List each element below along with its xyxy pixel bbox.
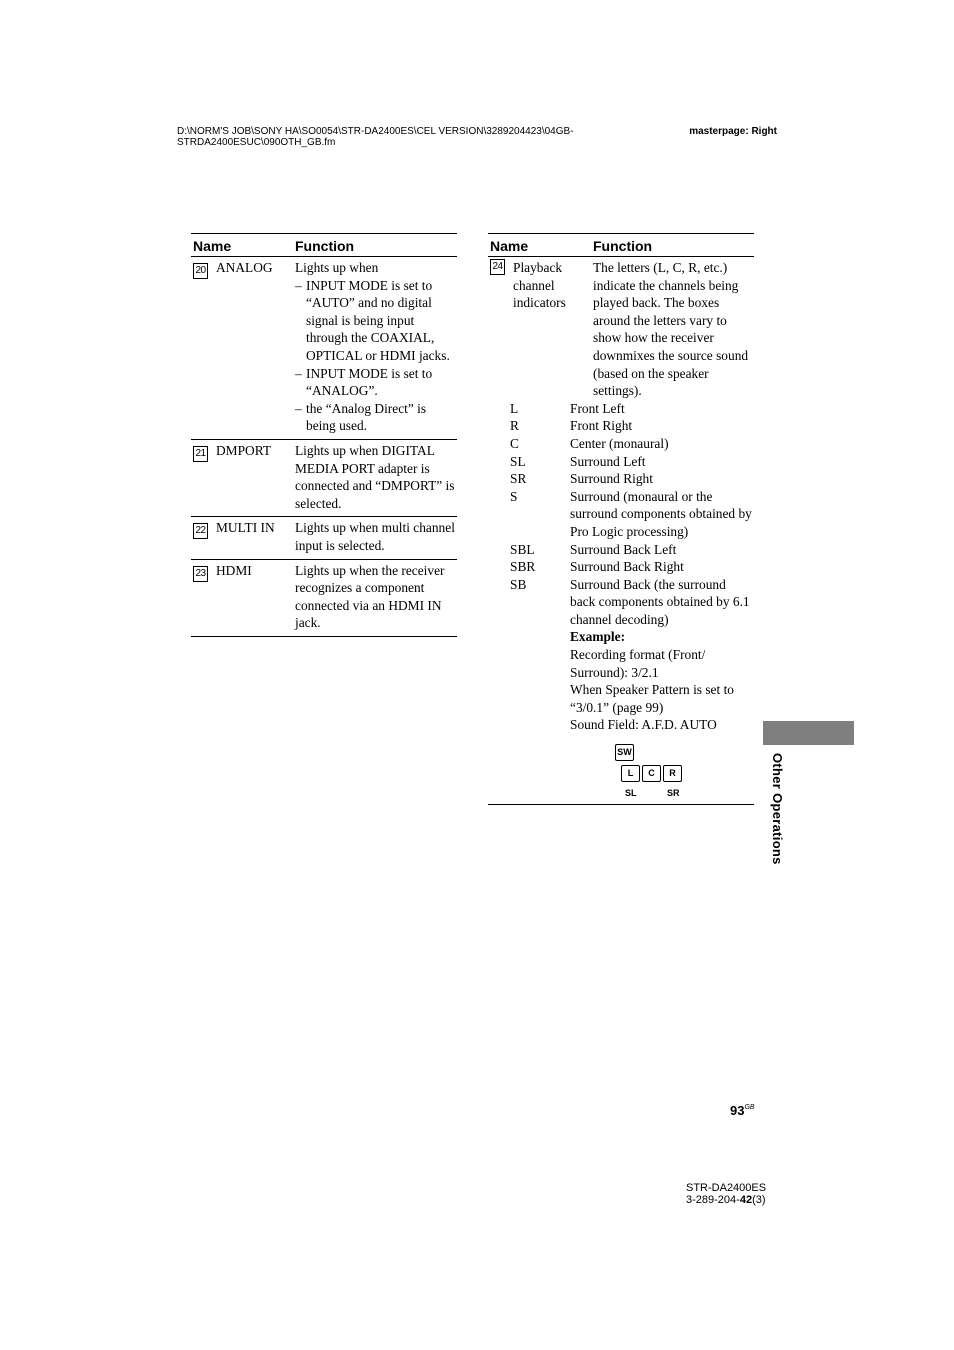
- indicator-sl: SL: [625, 788, 637, 799]
- item-function: Lights up when DIGITAL MEDIA PORT adapter is connected and “DMPORT” is selected.: [295, 442, 455, 511]
- table-row: [191, 440, 457, 517]
- section-tab: [763, 721, 854, 745]
- table-row: [488, 257, 754, 805]
- item-name: DMPORT: [216, 442, 272, 458]
- page-number: $93^{GB}$: [730, 1103, 755, 1118]
- function-bullet: – INPUT MODE is set to “AUTO” and no digital signal is being input through the COAXIAL, OPTICAL or HDMI jacks.: [295, 277, 450, 363]
- channel-indicator-diagram: [570, 738, 754, 800]
- item-name: MULTI IN: [216, 520, 275, 536]
- masterpage-label: masterpage: Right: [689, 126, 777, 137]
- table-row: [191, 560, 457, 637]
- item-number: 22: [193, 523, 208, 539]
- indicator-r: R: [663, 765, 682, 782]
- item-function-intro: Lights up when: [295, 260, 379, 275]
- table-header: [191, 233, 457, 257]
- document-footer: [686, 1182, 766, 1206]
- item-name: HDMI: [216, 562, 252, 578]
- file-path: [177, 126, 637, 148]
- channel-item: SBL Surround Back Left: [510, 541, 677, 557]
- item-name: ANALOG: [216, 260, 273, 275]
- example-heading: Example:: [570, 629, 626, 645]
- channel-item: SL Surround Left: [510, 453, 646, 469]
- column-name-header: Name: [490, 238, 529, 254]
- function-bullet: – the “Analog Direct” is being used.: [295, 400, 427, 434]
- example-line: Sound Field: A.F.D. AUTO: [570, 717, 717, 733]
- indicator-c: C: [642, 765, 661, 782]
- table-header: [488, 233, 754, 257]
- item-number: 21: [193, 446, 208, 462]
- channel-item: SR Surround Right: [510, 471, 653, 487]
- column-function-header: Function: [593, 238, 653, 254]
- section-label: Other Operations: [770, 753, 785, 865]
- item-function: The letters (L, C, R, etc.) indicate the channels being played back. The boxes around the letters vary to show how the receiver downmixes the source sound (based on the speaker settings).: [593, 260, 749, 399]
- model-number: STR-DA2400ES: [686, 1182, 767, 1194]
- document-code: 3-289-204-42(3): [686, 1194, 766, 1206]
- channel-item: C Center (monaural): [510, 435, 669, 451]
- item-number: 23: [193, 566, 208, 582]
- item-number: 24: [490, 259, 505, 275]
- table-row: [191, 257, 457, 440]
- item-function: Lights up when multi channel input is selected.: [295, 520, 455, 553]
- file-path-line-1: D:\NORM'S JOB\SONY HA\SO0054\STR-DA2400ES\CEL VERSION\3289204423\04GB-: [177, 126, 574, 137]
- channel-item: S Surround (monaural or the surround components obtained by Pro Logic processing): [510, 488, 752, 539]
- function-bullet: – INPUT MODE is set to “ANALOG”.: [295, 365, 433, 399]
- column-name-header: Name: [193, 238, 232, 254]
- channel-item: R Front Right: [510, 418, 633, 434]
- example-block: [488, 628, 754, 800]
- item-function: Lights up when the receiver recognizes a component connected via an HDMI IN jack.: [295, 562, 445, 631]
- example-line: When Speaker Pattern is set to “3/0.1” (page 99): [570, 682, 734, 715]
- indicator-sr: SR: [667, 788, 680, 799]
- item-name: Playback channel indicators: [513, 260, 566, 311]
- indicator-l: L: [621, 765, 640, 782]
- indicator-sw: SW: [615, 744, 634, 761]
- item-number: 20: [193, 263, 208, 279]
- table-row: [191, 517, 457, 559]
- channel-item: SB Surround Back (the surround back components obtained by 6.1 channel decoding): [510, 576, 750, 627]
- right-table: [488, 233, 754, 805]
- channel-item: L Front Left: [510, 400, 625, 416]
- file-path-line-2: STRDA2400ESUC\090OTH_GB.fm: [177, 137, 336, 148]
- left-table: [191, 233, 457, 637]
- column-function-header: Function: [295, 238, 355, 254]
- example-line: Recording format (Front/ Surround): 3/2.1: [570, 647, 706, 680]
- channel-item: SBR Surround Back Right: [510, 559, 684, 575]
